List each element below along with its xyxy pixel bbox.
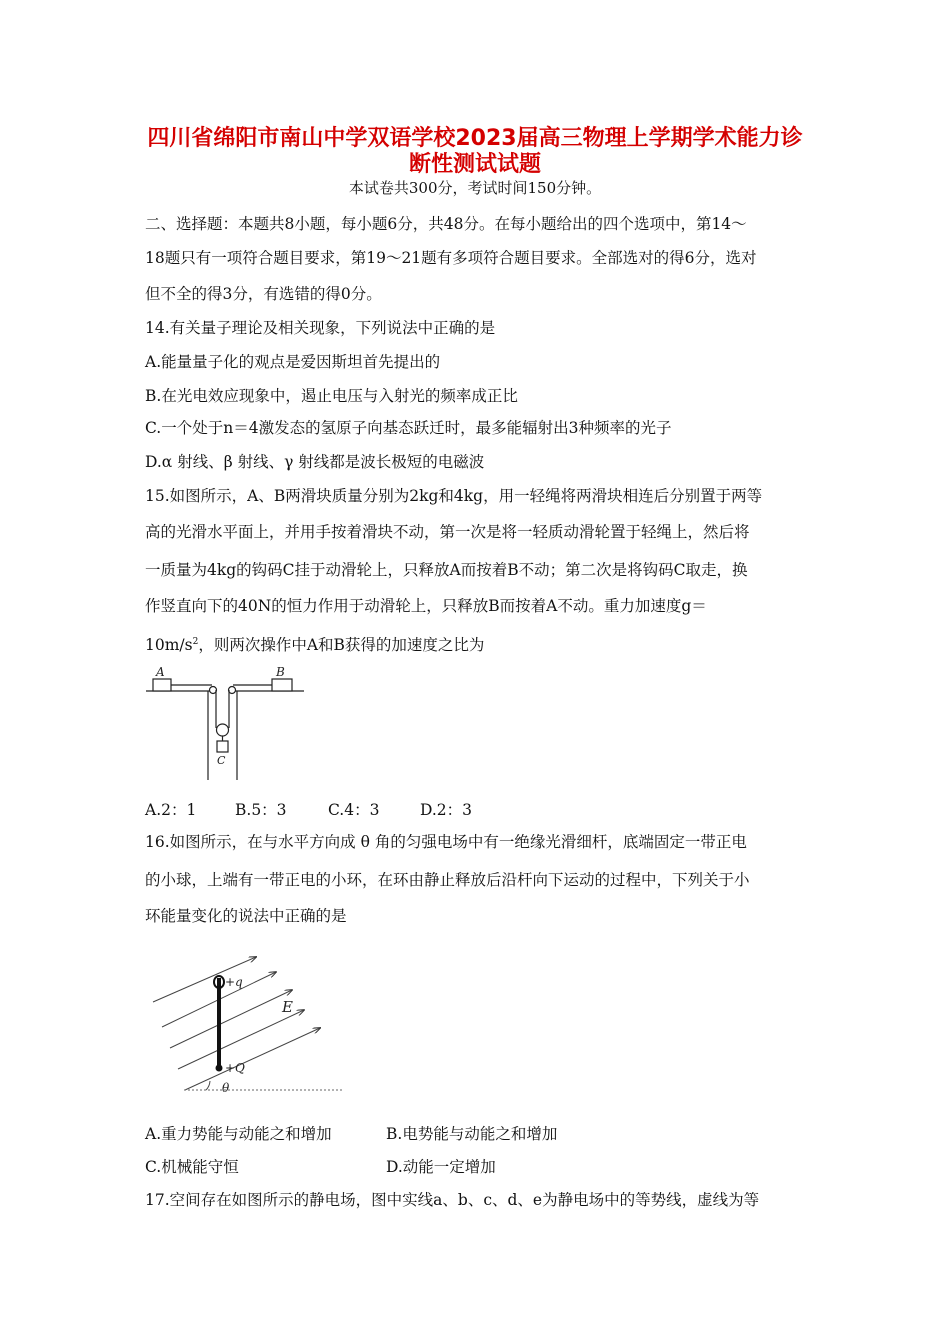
q15-stem-line: 15.如图所示，A、B两滑块质量分别为2kg和4kg，用一轻绳将两滑块相连后分别置于两等: [145, 487, 763, 505]
q16-option-a: A.重力势能与动能之和增加: [145, 1125, 332, 1143]
q16-field-figure: [148, 950, 353, 1095]
label-c: C: [217, 754, 226, 767]
block-a: [153, 679, 171, 691]
q15-stem-line: 高的光滑水平面上，并用手按着滑块不动，第一次是将一轻质动滑轮置于轻绳上，然后将: [145, 523, 750, 541]
doc-title-line2: 断性测试试题: [408, 152, 541, 177]
q14-option-a: A.能量量子化的观点是爱因斯坦首先提出的: [145, 353, 441, 371]
q16-stem-line: 16.如图所示，在与水平方向成 θ 角的匀强电场中有一绝缘光滑细杆，底端固定一带正电: [145, 833, 747, 851]
section-intro-line: 但不全的得3分，有选错的得0分。: [145, 285, 382, 303]
q15-option-a: A.2：1: [145, 801, 197, 819]
q15-stem-last: [145, 632, 484, 655]
q14-stem: 14.有关量子理论及相关现象，下列说法中正确的是: [145, 319, 496, 337]
doc-title-line1: 四川省绵阳市南山中学双语学校2023届高三物理上学期学术能力诊: [147, 126, 803, 151]
block-b: [272, 679, 292, 691]
q15-stem-tail: ，则两次操作中A和B获得的加速度之比为: [198, 636, 485, 655]
q15-unit-exponent: 2: [192, 637, 199, 647]
angle-arc: [206, 1081, 210, 1090]
field-line: [170, 990, 292, 1048]
weight-c: [217, 741, 228, 752]
q15-option-b: B.5：3: [235, 801, 287, 819]
ball-icon: [216, 1065, 223, 1072]
q16-option-d: D.动能一定增加: [386, 1158, 496, 1176]
label-b: B: [276, 665, 285, 679]
q16-stem-line: 的小球，上端有一带正电的小环，在环由静止释放后沿杆向下运动的过程中，下列关于小: [145, 871, 750, 889]
label-theta: θ: [222, 1081, 230, 1095]
section-intro-line: 二、选择题：本题共8小题，每小题6分，共48分。在每小题给出的四个选项中，第14～: [145, 215, 747, 233]
label-plus-big-q: +Q: [225, 1061, 245, 1075]
q15-option-d: D.2：3: [420, 801, 473, 819]
q16-stem-line: 环能量变化的说法中正确的是: [145, 907, 347, 925]
q14-option-d: D.α 射线、β 射线、γ 射线都是波长极短的电磁波: [145, 453, 485, 471]
q14-option-b: B.在光电效应现象中，遏止电压与入射光的频率成正比: [145, 387, 518, 405]
q16-option-c: C.机械能守恒: [145, 1158, 239, 1176]
q17-stem: 17.空间存在如图所示的静电场，图中实线a、b、c、d、e为静电场中的等势线，虚线为等: [145, 1191, 760, 1209]
q15-stem-line: 一质量为4kg的钩码C挂于动滑轮上，只释放A而按着B不动；第二次是将钩码C取走，换: [145, 561, 748, 579]
field-line: [185, 1028, 320, 1090]
moving-pulley-icon: [217, 724, 229, 736]
label-e: E: [282, 998, 293, 1016]
q14-option-c: C.一个处于n＝4激发态的氢原子向基态跃迁时，最多能辐射出3种频率的光子: [145, 419, 672, 437]
doc-subtitle: 本试卷共300分，考试时间150分钟。: [348, 179, 602, 197]
q15-pulley-figure: [140, 664, 310, 784]
q16-option-b: B.电势能与动能之和增加: [386, 1125, 558, 1143]
q15-stem-line: 作竖直向下的40N的恒力作用于动滑轮上，只释放B而按着A不动。重力加速度g＝: [145, 597, 707, 615]
q15-option-c: C.4：3: [328, 801, 380, 819]
section-intro-line: 18题只有一项符合题目要求，第19～21题有多项符合题目要求。全部选对的得6分，选对: [145, 249, 757, 267]
q15-unit: 10m/s: [145, 636, 193, 655]
label-a: A: [156, 665, 165, 679]
label-plus-q: +q: [225, 975, 243, 989]
